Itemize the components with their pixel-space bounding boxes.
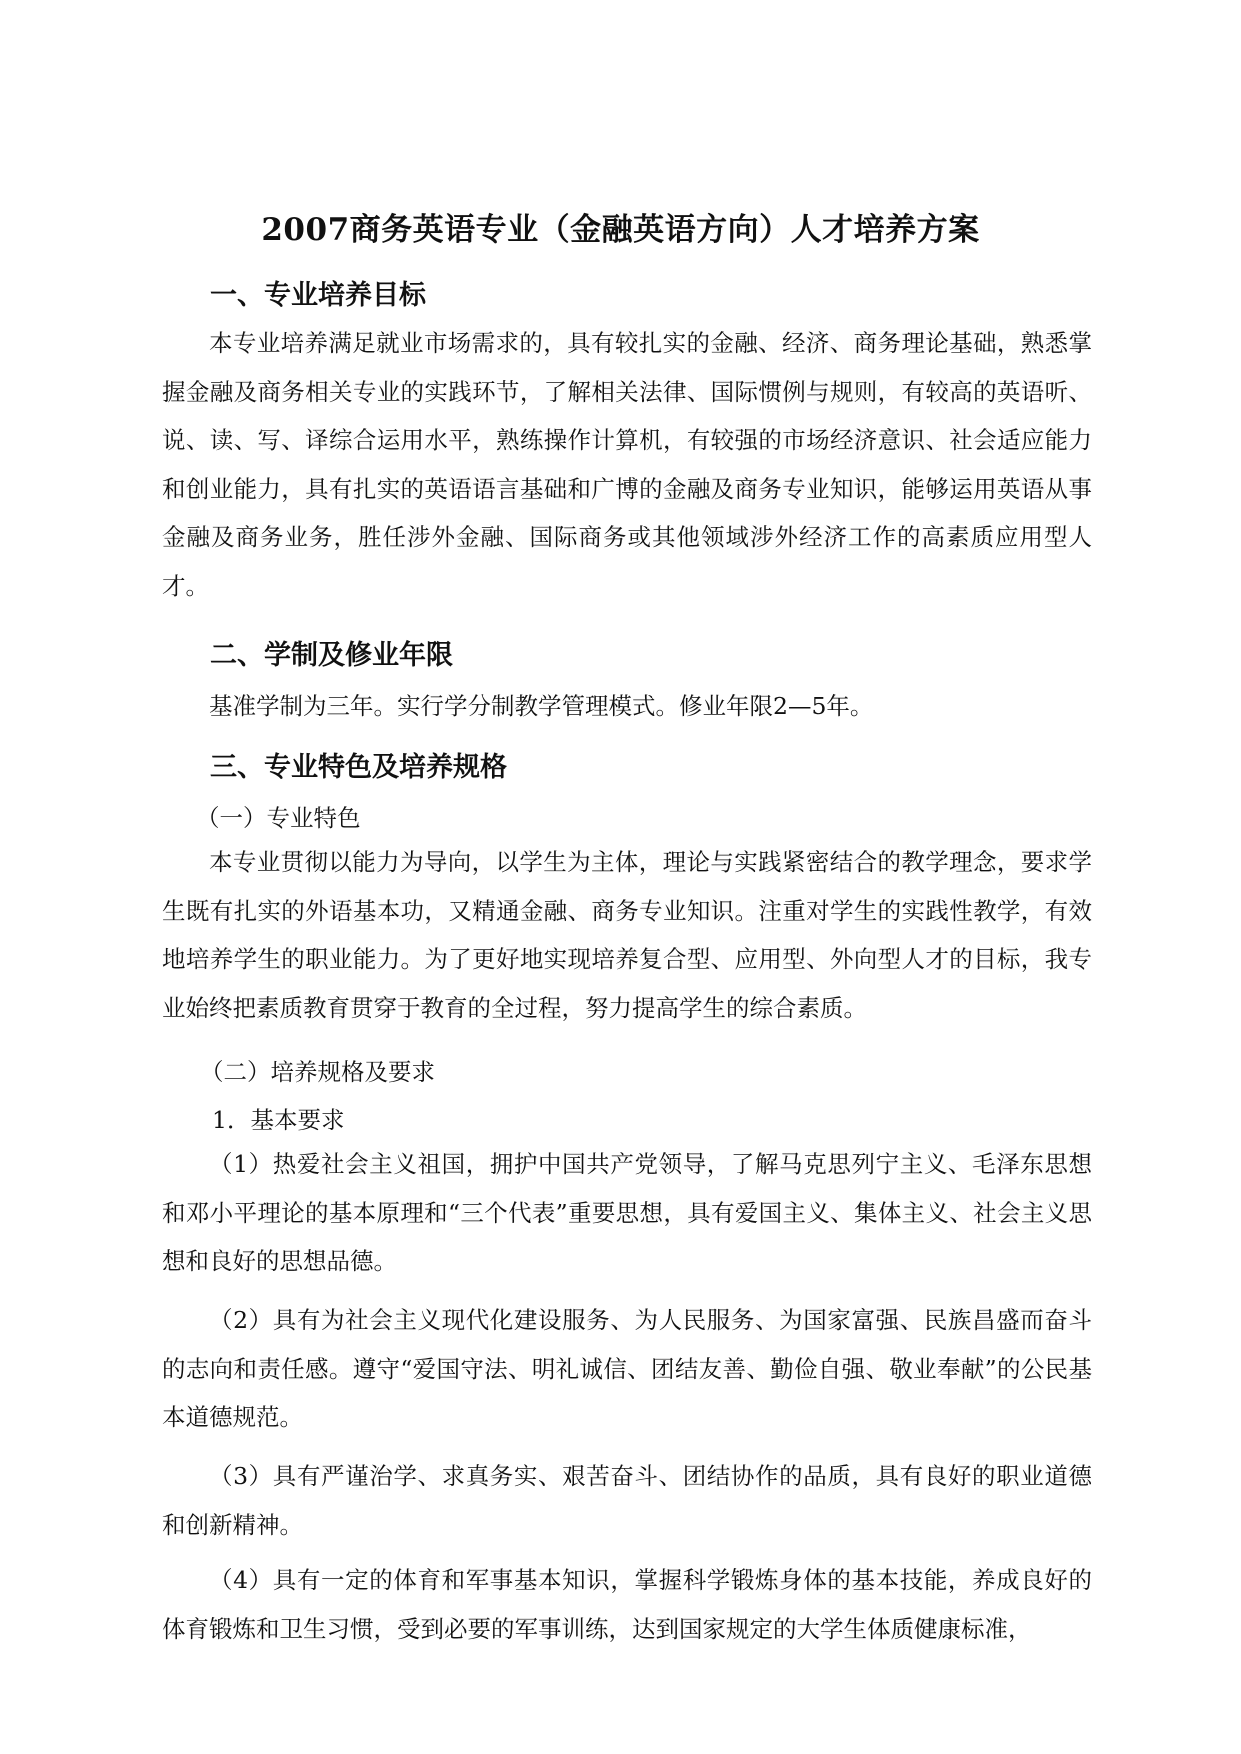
requirement-1: （1）热爱社会主义祖国，拥护中国共产党领导，了解马克思列宁主义、毛泽东思想和邓小平理论的基本原理和“三个代表”重要思想，具有爱国主义、集体主义、社会主义思想和良好的思想品德。 — [162, 1150, 1092, 1276]
requirement-3: （3）具有严谨治学、求真务实、艰苦奋斗、团结协作的品质，具有良好的职业道德和创新精神。 — [162, 1462, 1092, 1539]
subsection-heading-features: （一）专业特色 — [196, 804, 361, 832]
subsection-heading-requirements: （二）培养规格及要求 — [200, 1058, 435, 1086]
objectives-paragraph: 本专业培养满足就业市场需求的，具有较扎实的金融、经济、商务理论基础，熟悉掌握金融及商务相关专业的实践环节，了解相关法律、国际惯例与规则，有较高的英语听、说、读、写、译综合运用水平，熟练操作计算机，有较强的市场经济意识、社会适应能力和创业能力，具有扎实的英语语言基础和广博的金融及商务专业知识，能够运用英语从事金融及商务业务，胜任涉外金融、国际商务或其他领域涉外经济工作的高素质应用型人才。 — [162, 329, 1092, 600]
section-heading-objectives: 一、专业培养目标 — [210, 280, 426, 311]
features-paragraph: 本专业贯彻以能力为导向，以学生为主体，理论与实践紧密结合的教学理念，要求学生既有扎实的外语基本功，又精通金融、商务专业知识。注重对学生的实践性教学，有效地培养学生的职业能力。为了更好地实现培养复合型、应用型、外向型人才的目标，我专业始终把素质教育贯穿于教育的全过程，努力提高学生的综合素质。 — [162, 848, 1092, 1022]
requirement-4: （4）具有一定的体育和军事基本知识，掌握科学锻炼身体的基本技能，养成良好的体育锻炼和卫生习惯，受到必要的军事训练，达到国家规定的大学生体质健康标准， — [162, 1566, 1092, 1643]
section-heading-features: 三、专业特色及培养规格 — [210, 752, 507, 783]
basic-requirements-heading: 1．基本要求 — [212, 1106, 345, 1134]
document-title: 2007商务英语专业（金融英语方向）人才培养方案 — [261, 212, 980, 248]
requirement-2: （2）具有为社会主义现代化建设服务、为人民服务、为国家富强、民族昌盛而奋斗的志向和责任感。遵守“爱国守法、明礼诚信、团结友善、勤俭自强、敬业奉献”的公民基本道德规范。 — [162, 1306, 1092, 1432]
section-heading-duration: 二、学制及修业年限 — [210, 640, 453, 671]
duration-paragraph: 基准学制为三年。实行学分制教学管理模式。修业年限2—5年。 — [209, 692, 874, 720]
